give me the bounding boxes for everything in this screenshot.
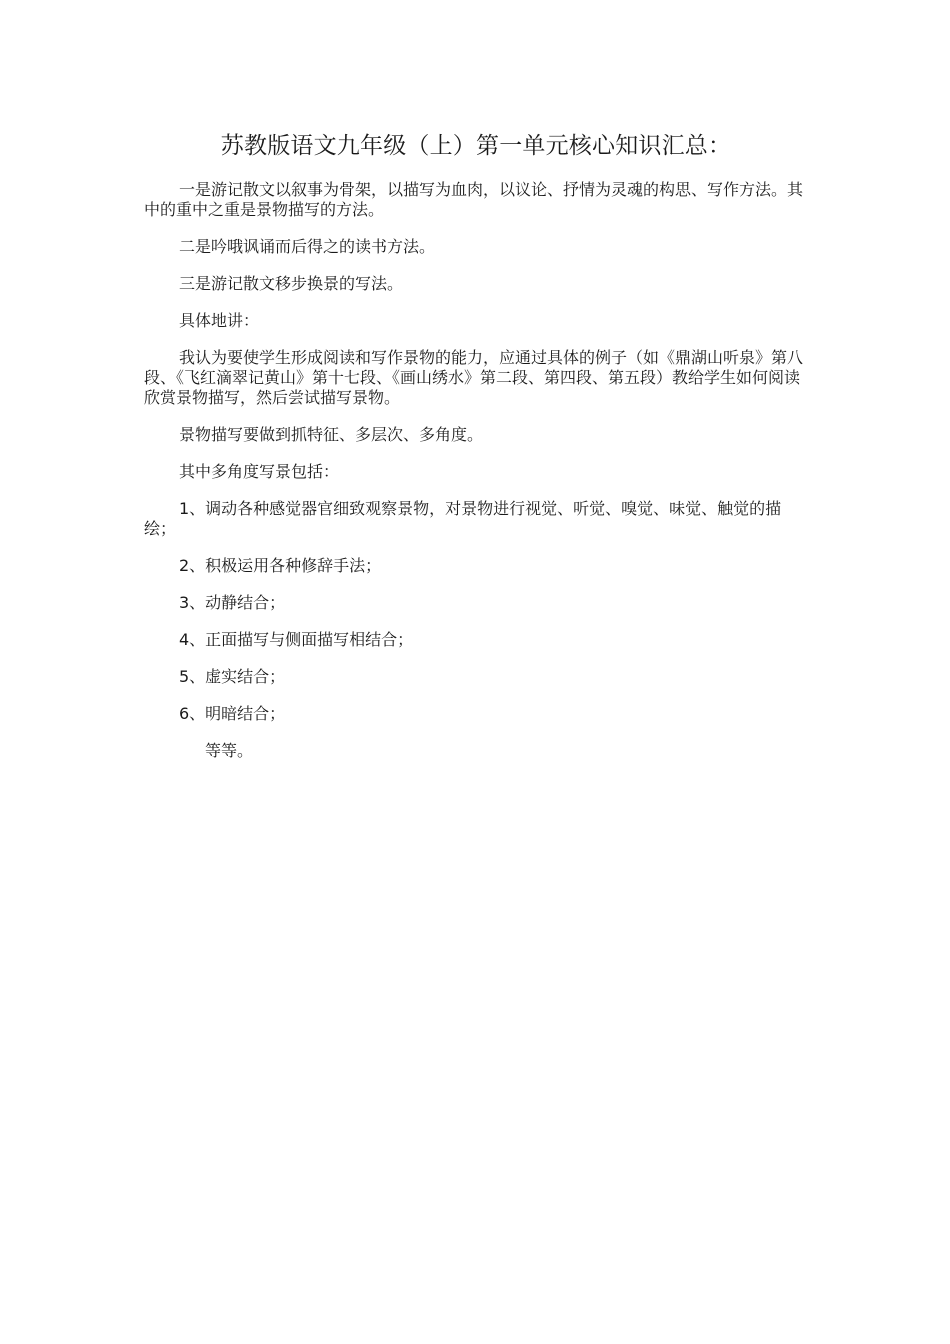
paragraph-reading-method: 二是吟哦讽诵而后得之的读书方法。 [179, 237, 436, 256]
list-item-real-imagined: 5、虚实结合； [179, 667, 286, 686]
paragraph-examples: 我认为要使学生形成阅读和写作景物的能力，应通过具体的例子（如《鼎湖山听泉》第八段、《飞红滴翠记黄山》第十七段、《画山绣水》第二段、第四段、第五段）教给学生如何阅读欣赏景物描写，然后尝试描写景物。 [144, 348, 804, 407]
paragraph-description-principles: 景物描写要做到抓特征、多层次、多角度。 [179, 425, 484, 444]
list-item-rhetoric: 2、积极运用各种修辞手法； [179, 556, 382, 575]
paragraph-etc: 等等。 [205, 741, 254, 760]
paragraph-multi-angle-heading: 其中多角度写景包括： [179, 462, 340, 481]
paragraph-specifics-heading: 具体地讲： [179, 311, 260, 330]
list-item-motion-stillness: 3、动静结合； [179, 593, 286, 612]
document-body [144, 128, 808, 778]
document-title: 苏教版语文九年级（上）第一单元核心知识汇总： [220, 133, 732, 159]
list-item-senses: 1、调动各种感觉器官细致观察景物，对景物进行视觉、听觉、嗅觉、味觉、触觉的描绘； [144, 499, 782, 538]
paragraph-writing-method: 三是游记散文移步换景的写法。 [179, 274, 404, 293]
list-item-light-dark: 6、明暗结合； [179, 704, 286, 723]
paragraph-structure: 一是游记散文以叙事为骨架，以描写为血肉，以议论、抒情为灵魂的构思、写作方法。其中的重中之重是景物描写的方法。 [144, 180, 804, 219]
list-item-direct-indirect: 4、正面描写与侧面描写相结合； [179, 630, 414, 649]
